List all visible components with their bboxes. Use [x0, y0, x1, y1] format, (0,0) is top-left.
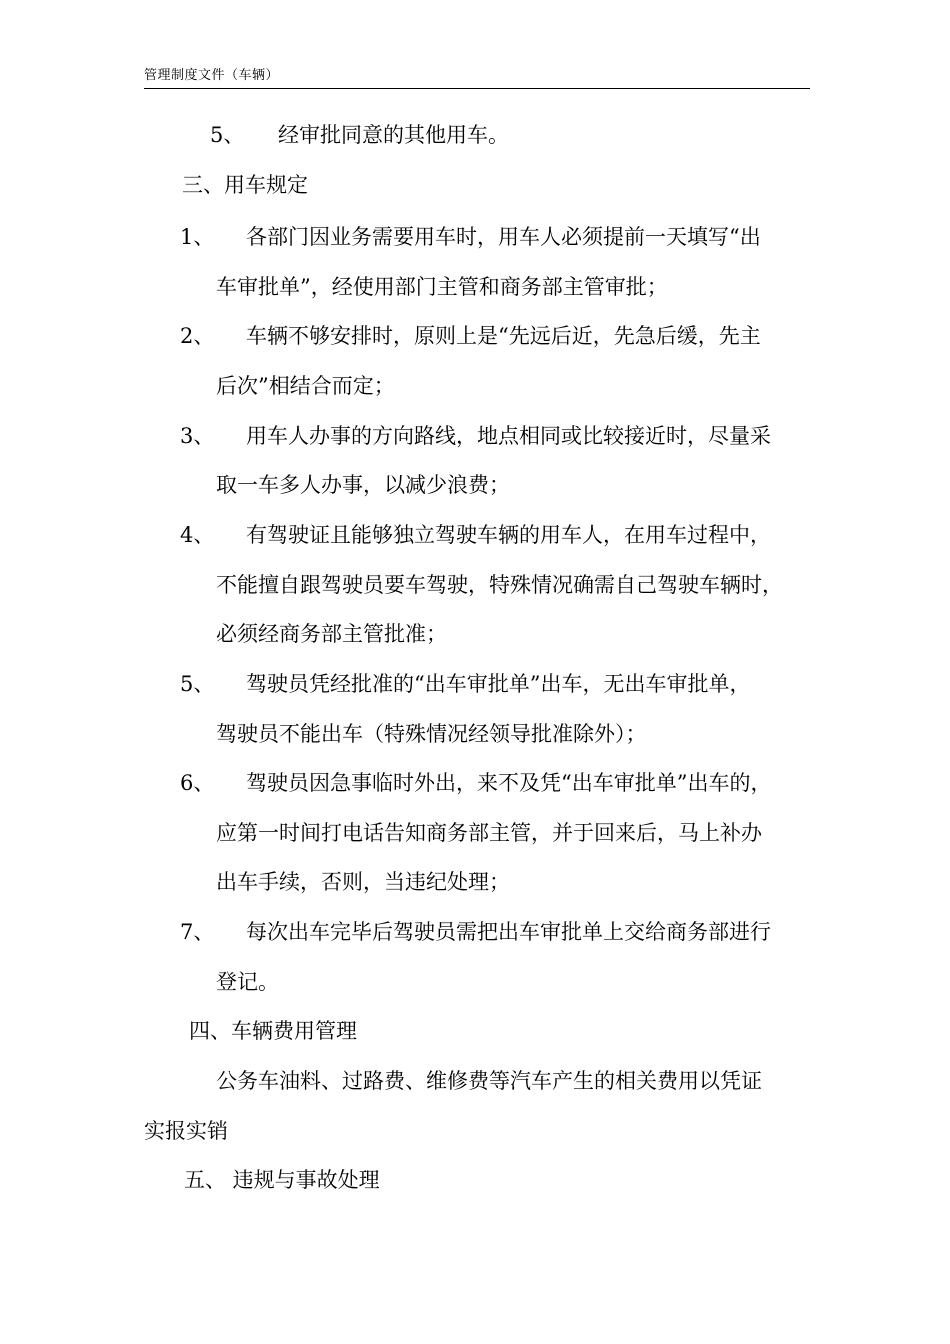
item-number: 1、: [180, 225, 215, 249]
item-number: 2、: [180, 324, 215, 348]
item-text: 经审批同意的其他用车。: [278, 123, 509, 147]
item-text: 用车人办事的方向路线，地点相同或比较接近时，尽量采: [246, 424, 771, 448]
item-text: 驾驶员凭经批准的“出车审批单”出车，无出车审批单，: [246, 672, 751, 696]
item-text: 驾驶员因急事临时外出，来不及凭“出车审批单”出车的，: [246, 771, 772, 795]
item-number: 7、: [180, 920, 215, 944]
item-text: 车辆不够安排时，原则上是“先远后近，先急后缓，先主: [246, 324, 761, 348]
header-rule: [144, 88, 810, 89]
item-text: 各部门因业务需要用车时，用车人必须提前一天填写“出: [246, 225, 761, 249]
item-number: 6、: [180, 771, 215, 795]
item-text: 有驾驶证且能够独立驾驶车辆的用车人，在用车过程中，: [246, 523, 771, 547]
item-text: 每次出车完毕后驾驶员需把出车审批单上交给商务部进行: [246, 920, 771, 944]
item-number: 5、: [180, 672, 215, 696]
item-number: 3、: [180, 424, 215, 448]
item-number: 4、: [180, 523, 215, 547]
document-header: 管理制度文件（车辆）: [144, 68, 280, 83]
item-number: 5、: [210, 123, 245, 147]
